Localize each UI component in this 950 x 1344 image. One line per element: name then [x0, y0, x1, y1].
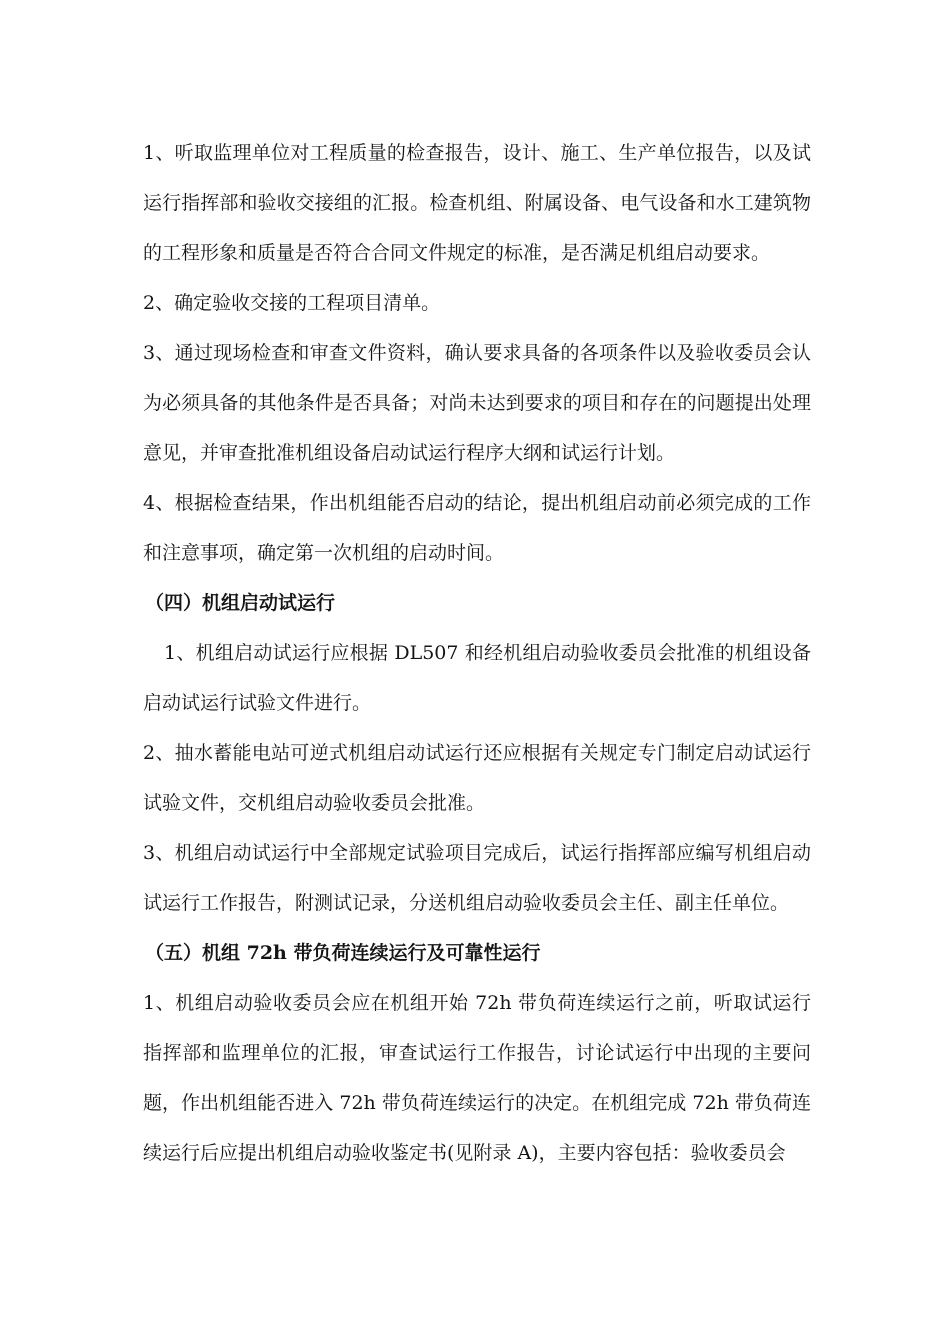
section-heading-5: （五）机组 72h 带负荷连续运行及可靠性运行: [145, 942, 541, 964]
paragraph-item-3: 3、通过现场检查和审查文件资料，确认要求具备的各项条件以及验收委员会认为必须具备的其他条件是否具备；对尚未达到要求的项目和存在的问题提出处理意见，并审查批准机组设备启动试运行程序大纲和试运行计划。: [143, 342, 811, 464]
paragraph-item-1: 1、听取监理单位对工程质量的检查报告，设计、施工、生产单位报告，以及试运行指挥部和验收交接组的汇报。检查机组、附属设备、电气设备和水工建筑物的工程形象和质量是否符合合同文件规定的标准，是否满足机组启动要求。: [143, 142, 811, 264]
paragraph-item-startup-1: 1、机组启动试运行应根据 DL507 和经机组启动验收委员会批准的机组设备启动试运行试验文件进行。: [143, 642, 811, 714]
section-heading-4: （四）机组启动试运行: [145, 592, 336, 614]
paragraph-item-4: 4、根据检查结果，作出机组能否启动的结论，提出机组启动前必须完成的工作和注意事项，确定第一次机组的启动时间。: [143, 492, 811, 564]
paragraph-item-2: 2、确定验收交接的工程项目清单。: [143, 292, 441, 314]
paragraph-item-startup-2: 2、抽水蓄能电站可逆式机组启动试运行还应根据有关规定专门制定启动试运行试验文件，交机组启动验收委员会批准。: [143, 742, 811, 814]
document-body: [143, 128, 811, 1178]
paragraph-item-72h-1: 1、机组启动验收委员会应在机组开始 72h 带负荷连续运行之前，听取试运行指挥部和监理单位的汇报，审查试运行工作报告，讨论试运行中出现的主要问题，作出机组能否进入 72h 带负荷连续运行的决定。在机组完成 72h 带负荷连续运行后应提出机组启动验收鉴定书(见附录 A)，主要内容包括：验收委员会: [143, 992, 811, 1164]
paragraph-item-startup-3: 3、机组启动试运行中全部规定试验项目完成后，试运行指挥部应编写机组启动试运行工作报告，附测试记录，分送机组启动验收委员会主任、副主任单位。: [143, 842, 811, 914]
